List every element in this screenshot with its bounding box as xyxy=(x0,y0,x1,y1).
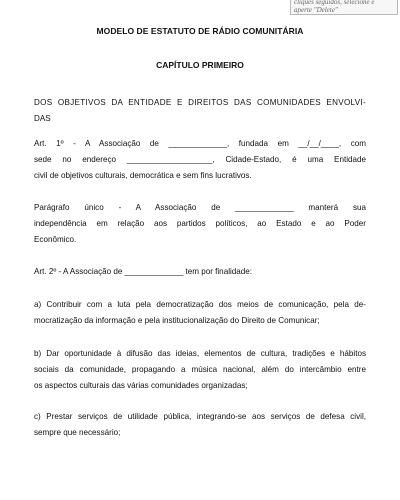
article-2 xyxy=(34,264,366,280)
article-2-line-1: Art. 2º - A Associação de _____________ tem por finalidade: xyxy=(34,267,253,276)
article-1 xyxy=(34,136,366,184)
item-b-line-3: os aspectos culturais das várias comunidades organizadas; xyxy=(34,381,248,390)
section-heading xyxy=(34,95,366,127)
item-a-line-1: a) Contribuir com a luta pela democratização dos meios de comunicação, pela de- xyxy=(34,300,366,309)
item-c-line-1: c) Prestar serviços de utilidade pública, integrando-se aos serviços de defesa civil, xyxy=(34,412,366,421)
document-title: MODELO DE ESTATUTO DE RÁDIO COMUNITÁRIA xyxy=(96,26,304,36)
article-1-line-3: civil de objetivos culturais, democrática e sem fins lucrativos. xyxy=(34,171,252,180)
item-a-line-2: mocratização da informação e pela institucionalização do Direito de Comunicar; xyxy=(34,316,320,325)
paragrafo-unico-line-3: Econômico. xyxy=(34,235,77,244)
item-c-line-2: sempre que necessário; xyxy=(34,428,121,437)
item-b-line-2: sociais da comunidade, propagando a música nacional, além do intercâmbio entre xyxy=(34,365,366,374)
article-1-line-1: Art. 1º - A Associação de _____________, fundada em __/__/____, com xyxy=(34,139,366,148)
item-c xyxy=(34,409,366,441)
section-heading-line-1: DOS OBJETIVOS DA ENTIDADE E DIREITOS DAS COMUNIDADES ENVOLVI- xyxy=(34,98,366,107)
item-a xyxy=(34,297,366,329)
instruction-note-line-2: aperte "Delete" xyxy=(294,6,338,14)
article-1-line-2: sede no endereço ___________________, Cidade-Estado, é uma Entidade xyxy=(34,155,366,164)
paragrafo-unico-line-1: Parágrafo único - A Associação de _____________ manterá sua xyxy=(34,203,366,212)
item-b xyxy=(34,346,366,394)
chapter-heading: CAPÍTULO PRIMEIRO xyxy=(156,60,244,70)
paragrafo-unico-line-2: independência em relação aos partidos políticos, ao Estado e ao Poder xyxy=(34,219,366,228)
section-heading-line-2: DAS xyxy=(34,114,51,123)
paragrafo-unico xyxy=(34,200,366,248)
instruction-note xyxy=(290,0,398,15)
item-b-line-1: b) Dar oportunidade à difusão das ideias, elementos de cultura, tradições e hábitos xyxy=(34,349,366,358)
instruction-note-line-1: cliques seguidos, selecione e xyxy=(294,0,375,6)
